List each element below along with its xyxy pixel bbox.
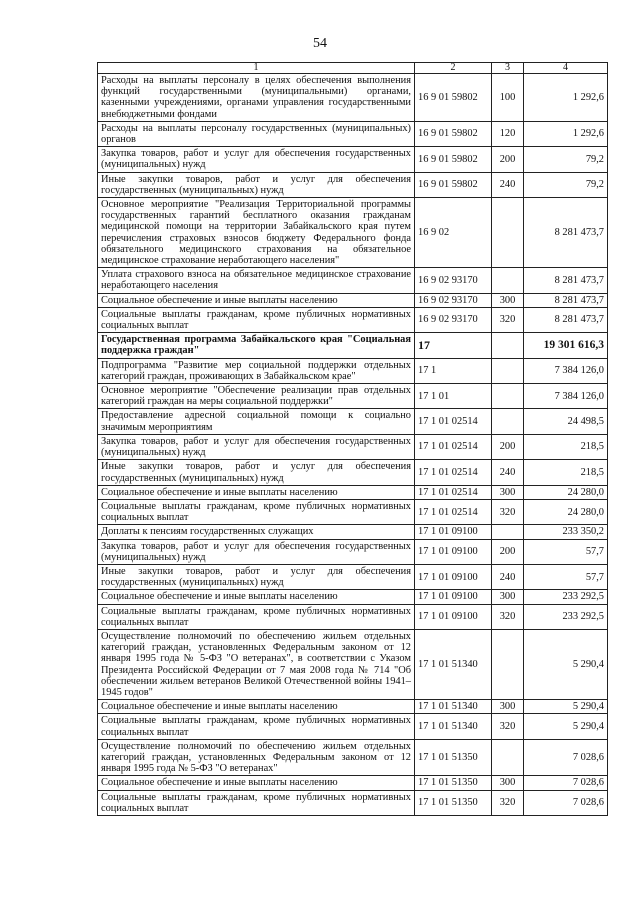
- row-amount: 24 280,0: [524, 499, 608, 524]
- row-amount: 233 292,5: [524, 590, 608, 604]
- row-code: 16 9 02 93170: [415, 307, 492, 332]
- row-name: Социальное обеспечение и иные выплаты населению: [98, 776, 415, 790]
- row-name: Иные закупки товаров, работ и услуг для обеспечения государственных (муниципальных) нужд: [98, 460, 415, 485]
- row-type: [492, 198, 524, 268]
- row-code: 17 1 01 02514: [415, 485, 492, 499]
- row-name: Расходы на выплаты персоналу в целях обеспечения выполнения функций государственными (муниципальными) органами, казенными учреждениями, органами управления государственными внебюджетными фондами: [98, 74, 415, 122]
- row-type: 320: [492, 499, 524, 524]
- row-type: 100: [492, 74, 524, 122]
- row-type: [492, 409, 524, 434]
- table-row: [98, 409, 608, 434]
- row-amount: 7 384 126,0: [524, 358, 608, 383]
- row-code: 17 1: [415, 358, 492, 383]
- row-type: [492, 739, 524, 776]
- row-amount: 218,5: [524, 460, 608, 485]
- row-type: 300: [492, 776, 524, 790]
- row-amount: 57,7: [524, 564, 608, 589]
- page-number: 54: [313, 36, 327, 51]
- row-name: Социальные выплаты гражданам, кроме публичных нормативных социальных выплат: [98, 307, 415, 332]
- row-code: 16 9 02 93170: [415, 268, 492, 293]
- budget-table: [97, 62, 608, 816]
- table-row: [98, 539, 608, 564]
- row-name: Основное мероприятие "Реализация Территориальной программы государственных гарантий бесплатного оказания гражданам медицинской помощи на территории Забайкальского края путем перечисления страховых взносов бюджету Федерального фонда обязательного медицинского страхования на обязательное медицинское страхование неработающего населения": [98, 198, 415, 268]
- row-type: 200: [492, 147, 524, 172]
- table-row: [98, 293, 608, 307]
- row-name: Закупка товаров, работ и услуг для обеспечения государственных (муниципальных) нужд: [98, 434, 415, 459]
- column-header-type: 3: [492, 63, 524, 74]
- row-type: 300: [492, 700, 524, 714]
- table-header-row: [98, 63, 608, 74]
- row-name: Расходы на выплаты персоналу государственных (муниципальных) органов: [98, 121, 415, 146]
- row-amount: 1 292,6: [524, 74, 608, 122]
- row-name: Подпрограмма "Развитие мер социальной поддержки отдельных категорий граждан, проживающих в Забайкальском крае": [98, 358, 415, 383]
- row-amount: 8 281 473,7: [524, 268, 608, 293]
- row-type: 240: [492, 172, 524, 197]
- row-amount: 19 301 616,3: [524, 333, 608, 358]
- row-amount: 79,2: [524, 172, 608, 197]
- row-amount: 57,7: [524, 539, 608, 564]
- row-name: Социальное обеспечение и иные выплаты населению: [98, 700, 415, 714]
- table-row: [98, 384, 608, 409]
- table-row: [98, 790, 608, 815]
- row-name: Социальные выплаты гражданам, кроме публичных нормативных социальных выплат: [98, 790, 415, 815]
- row-amount: 7 028,6: [524, 776, 608, 790]
- row-name: Социальное обеспечение и иные выплаты населению: [98, 485, 415, 499]
- row-code: 17 1 01 09100: [415, 604, 492, 629]
- row-amount: 5 290,4: [524, 714, 608, 739]
- table-row: [98, 776, 608, 790]
- row-code: 16 9 01 59802: [415, 121, 492, 146]
- row-name: Государственная программа Забайкальского края "Социальная поддержка граждан": [98, 333, 415, 358]
- row-name: Закупка товаров, работ и услуг для обеспечения государственных (муниципальных) нужд: [98, 147, 415, 172]
- table-row: [98, 74, 608, 122]
- row-name: Осуществление полномочий по обеспечению жильем отдельных категорий граждан, установленных Федеральным законом от 12 января 1995 года № 5-ФЗ "О ветеранах": [98, 739, 415, 776]
- row-type: 200: [492, 434, 524, 459]
- row-code: 17 1 01 51350: [415, 776, 492, 790]
- row-type: 240: [492, 460, 524, 485]
- table-row: [98, 172, 608, 197]
- row-name: Социальные выплаты гражданам, кроме публичных нормативных социальных выплат: [98, 499, 415, 524]
- row-code: 17 1 01 09100: [415, 590, 492, 604]
- row-name: Закупка товаров, работ и услуг для обеспечения государственных (муниципальных) нужд: [98, 539, 415, 564]
- row-type: 320: [492, 714, 524, 739]
- row-amount: 8 281 473,7: [524, 198, 608, 268]
- table-row: [98, 590, 608, 604]
- table-row: [98, 714, 608, 739]
- row-type: [492, 384, 524, 409]
- row-amount: 24 280,0: [524, 485, 608, 499]
- row-type: 320: [492, 790, 524, 815]
- row-code: 16 9 01 59802: [415, 147, 492, 172]
- row-code: 17 1 01 51340: [415, 629, 492, 699]
- row-code: 16 9 02: [415, 198, 492, 268]
- table-row: [98, 434, 608, 459]
- row-amount: 8 281 473,7: [524, 293, 608, 307]
- table-row: [98, 147, 608, 172]
- row-code: 17 1 01 09100: [415, 539, 492, 564]
- row-type: 320: [492, 307, 524, 332]
- table-row: [98, 460, 608, 485]
- row-name: Основное мероприятие "Обеспечение реализации прав отдельных категорий граждан на меры социальной поддержки": [98, 384, 415, 409]
- table-row: [98, 499, 608, 524]
- table-row: [98, 198, 608, 268]
- row-type: 120: [492, 121, 524, 146]
- row-code: 17 1 01 51350: [415, 790, 492, 815]
- column-header-name: 1: [98, 63, 415, 74]
- row-name: Осуществление полномочий по обеспечению жильем отдельных категорий граждан, установленных Федеральным законом от 12 января 1995 года № 5-ФЗ "О ветеранах", в соответствии с Указом Президента Российской Федерации от 7 мая 2008 года № 714 "Об обеспечении жильем ветеранов Великой Отечественной войны 1941–1945 годов": [98, 629, 415, 699]
- column-header-code: 2: [415, 63, 492, 74]
- row-type: [492, 358, 524, 383]
- row-code: 17 1 01 51340: [415, 714, 492, 739]
- row-name: Иные закупки товаров, работ и услуг для обеспечения государственных (муниципальных) нужд: [98, 564, 415, 589]
- row-type: 300: [492, 590, 524, 604]
- row-code: 17 1 01: [415, 384, 492, 409]
- row-name: Социальные выплаты гражданам, кроме публичных нормативных социальных выплат: [98, 714, 415, 739]
- table-row: [98, 564, 608, 589]
- row-name: Предоставление адресной социальной помощи к социально значимым мероприятиям: [98, 409, 415, 434]
- row-type: 240: [492, 564, 524, 589]
- table-row: [98, 525, 608, 539]
- row-amount: 218,5: [524, 434, 608, 459]
- row-code: 17 1 01 09100: [415, 525, 492, 539]
- row-amount: 5 290,4: [524, 700, 608, 714]
- table-row: [98, 485, 608, 499]
- row-name: Уплата страхового взноса на обязательное медицинское страхование неработающего населения: [98, 268, 415, 293]
- row-amount: 1 292,6: [524, 121, 608, 146]
- table-row: [98, 739, 608, 776]
- table-row: [98, 629, 608, 699]
- row-type: [492, 333, 524, 358]
- row-name: Социальное обеспечение и иные выплаты населению: [98, 590, 415, 604]
- row-name: Иные закупки товаров, работ и услуг для обеспечения государственных (муниципальных) нужд: [98, 172, 415, 197]
- row-type: 200: [492, 539, 524, 564]
- row-code: 17 1 01 02514: [415, 460, 492, 485]
- table-row: [98, 604, 608, 629]
- row-code: 16 9 01 59802: [415, 74, 492, 122]
- row-name: Доплаты к пенсиям государственных служащих: [98, 525, 415, 539]
- table-row: [98, 700, 608, 714]
- row-type: 300: [492, 293, 524, 307]
- row-amount: 233 350,2: [524, 525, 608, 539]
- row-type: 300: [492, 485, 524, 499]
- row-code: 17: [415, 333, 492, 358]
- column-header-amount: 4: [524, 63, 608, 74]
- row-type: [492, 629, 524, 699]
- table-row: [98, 358, 608, 383]
- row-amount: 24 498,5: [524, 409, 608, 434]
- row-type: 320: [492, 604, 524, 629]
- row-amount: 5 290,4: [524, 629, 608, 699]
- row-type: [492, 525, 524, 539]
- row-code: 17 1 01 51340: [415, 700, 492, 714]
- row-code: 17 1 01 51350: [415, 739, 492, 776]
- row-amount: 7 028,6: [524, 790, 608, 815]
- row-type: [492, 268, 524, 293]
- row-code: 17 1 01 09100: [415, 564, 492, 589]
- row-code: 17 1 01 02514: [415, 499, 492, 524]
- row-code: 17 1 01 02514: [415, 409, 492, 434]
- row-amount: 79,2: [524, 147, 608, 172]
- row-amount: 8 281 473,7: [524, 307, 608, 332]
- row-name: Социальное обеспечение и иные выплаты населению: [98, 293, 415, 307]
- row-amount: 7 384 126,0: [524, 384, 608, 409]
- row-name: Социальные выплаты гражданам, кроме публичных нормативных социальных выплат: [98, 604, 415, 629]
- table-row: [98, 307, 608, 332]
- table-row: [98, 268, 608, 293]
- row-code: 16 9 01 59802: [415, 172, 492, 197]
- row-code: 16 9 02 93170: [415, 293, 492, 307]
- row-code: 17 1 01 02514: [415, 434, 492, 459]
- row-amount: 7 028,6: [524, 739, 608, 776]
- table-row: [98, 333, 608, 358]
- table-row: [98, 121, 608, 146]
- row-amount: 233 292,5: [524, 604, 608, 629]
